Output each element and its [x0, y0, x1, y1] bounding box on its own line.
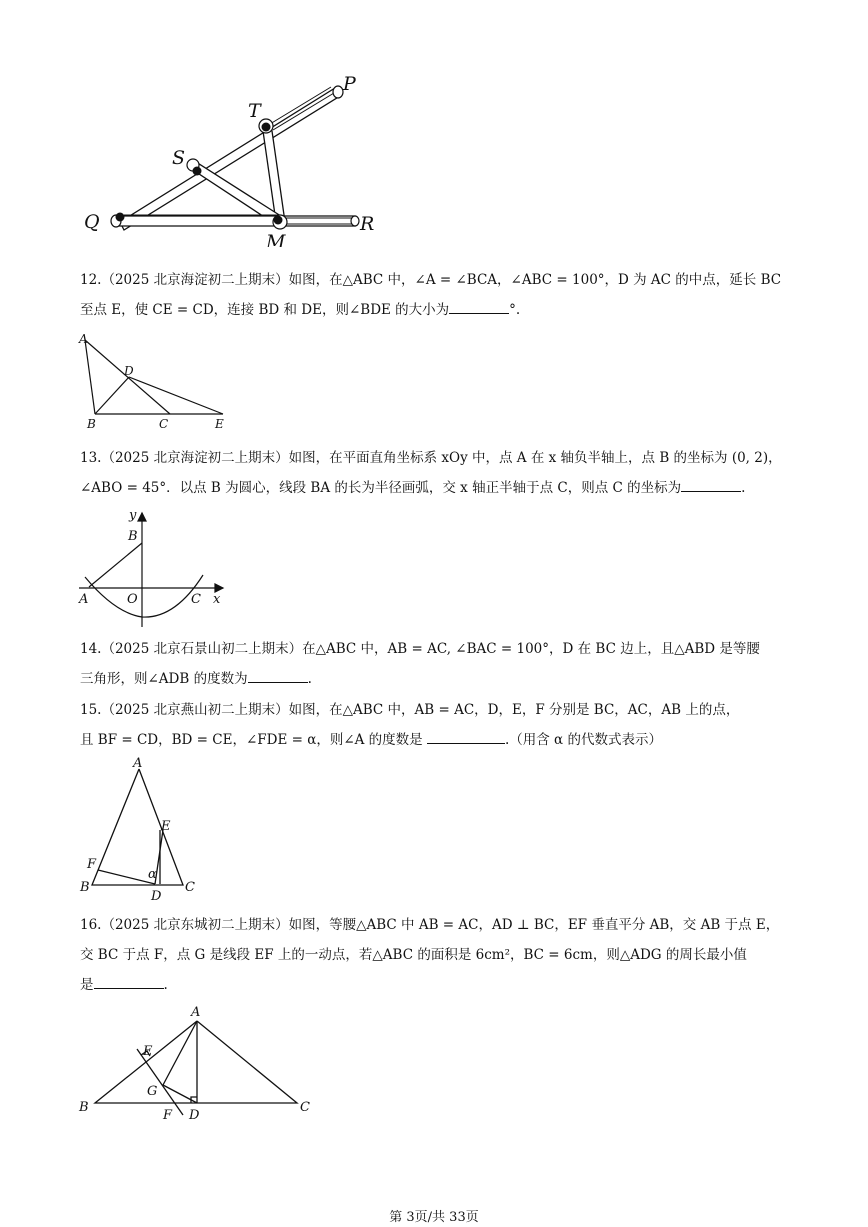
label-b: B [87, 417, 96, 430]
figure-16 [75, 1003, 320, 1123]
answer-blank[interactable] [248, 666, 308, 683]
point-q [116, 213, 125, 222]
figure-12 [75, 330, 255, 430]
label-b: B [80, 880, 90, 895]
question-13 [80, 443, 792, 503]
question-line: 14.（2025 北京石景山初二上期末）在△ABC 中，AB = AC, ∠BAC = 100°，D 在 BC 边上，且△ABD 是等腰 [80, 641, 760, 657]
label-b: B [79, 1100, 89, 1115]
label-y: y [129, 508, 137, 523]
label-d: D [151, 889, 162, 903]
question-line: 15.（2025 北京燕山初二上期末）如图，在△ABC 中，AB = AC，D，E，F 分别是 BC，AC，AB 上的点， [80, 702, 740, 718]
label-q: Q [84, 211, 100, 233]
label-t: T [248, 100, 261, 122]
question-line: 交 BC 于点 F，点 G 是线段 EF 上的一动点，若△ABC 的面积是 6cm²，BC = 6cm，则△ADG 的周长最小值 [80, 947, 747, 963]
label-x: x [213, 592, 221, 607]
label-f: F [163, 1108, 173, 1123]
label-d: D [124, 364, 134, 378]
question-line: 13.（2025 北京海淀初二上期末）如图，在平面直角坐标系 xOy 中，点 A 在 x 轴负半轴上，点 B 的坐标为 (0, 2)， [80, 450, 782, 466]
question-14 [80, 634, 792, 694]
label-f: F [87, 857, 97, 872]
label-c: C [191, 592, 201, 607]
label-alpha: α [148, 867, 157, 882]
question-line: 三角形，则∠ADB 的度数为 [80, 671, 248, 687]
figure-linkage [80, 72, 390, 247]
question-line: ∠ABO = 45°．以点 B 为圆心，线段 BA 的长为半径画弧，交 x 轴正半轴于点 C，则点 C 的坐标为 [80, 480, 682, 496]
question-16 [80, 910, 792, 1000]
point-t [262, 123, 271, 132]
question-tail: .（用含 α 的代数式表示） [504, 732, 662, 748]
answer-blank[interactable] [427, 727, 505, 744]
label-a: A [191, 1005, 201, 1020]
label-e: E [161, 819, 171, 834]
figure-13 [75, 505, 230, 630]
label-c: C [185, 880, 195, 895]
question-line: 至点 E，使 CE = CD，连接 BD 和 DE，则∠BDE 的大小为 [80, 302, 450, 318]
answer-blank[interactable] [94, 972, 164, 989]
label-b: B [128, 529, 138, 544]
page-footer: 第 3页/共 33页 [389, 1210, 479, 1225]
point-s [193, 167, 202, 176]
label-c: C [159, 417, 169, 430]
label-c: C [300, 1100, 310, 1115]
label-a: A [79, 592, 89, 607]
label-e: E [143, 1044, 153, 1059]
question-tail: . [741, 480, 746, 496]
question-line: 12.（2025 北京海淀初二上期末）如图，在△ABC 中，∠A = ∠BCA，∠ABC = 100°，D 为 AC 的中点，延长 BC [80, 272, 782, 288]
label-r: R [360, 213, 375, 235]
label-d: D [189, 1108, 200, 1123]
label-o: O [127, 592, 138, 607]
question-12 [80, 265, 792, 325]
label-a: A [79, 332, 88, 346]
question-line: 是 [80, 977, 94, 993]
point-m [274, 216, 283, 225]
answer-blank[interactable] [681, 475, 741, 492]
question-line: 16.（2025 北京东城初二上期末）如图，等腰△ABC 中 AB = AC，AD ⊥ BC，EF 垂直平分 AB，交 AB 于点 E， [80, 917, 780, 933]
question-tail: . [163, 977, 168, 993]
question-15 [80, 695, 792, 755]
label-g: G [147, 1084, 158, 1099]
label-a: A [133, 756, 143, 771]
label-s: S [172, 147, 186, 169]
label-e: E [215, 417, 224, 430]
question-tail: °. [509, 302, 521, 318]
figure-15 [75, 755, 205, 903]
answer-blank[interactable] [449, 297, 509, 314]
question-line: 且 BF = CD，BD = CE，∠FDE = α，则∠A 的度数是 [80, 732, 423, 748]
label-p: P [343, 73, 356, 95]
question-tail: . [307, 671, 312, 687]
label-m: M [266, 231, 286, 247]
